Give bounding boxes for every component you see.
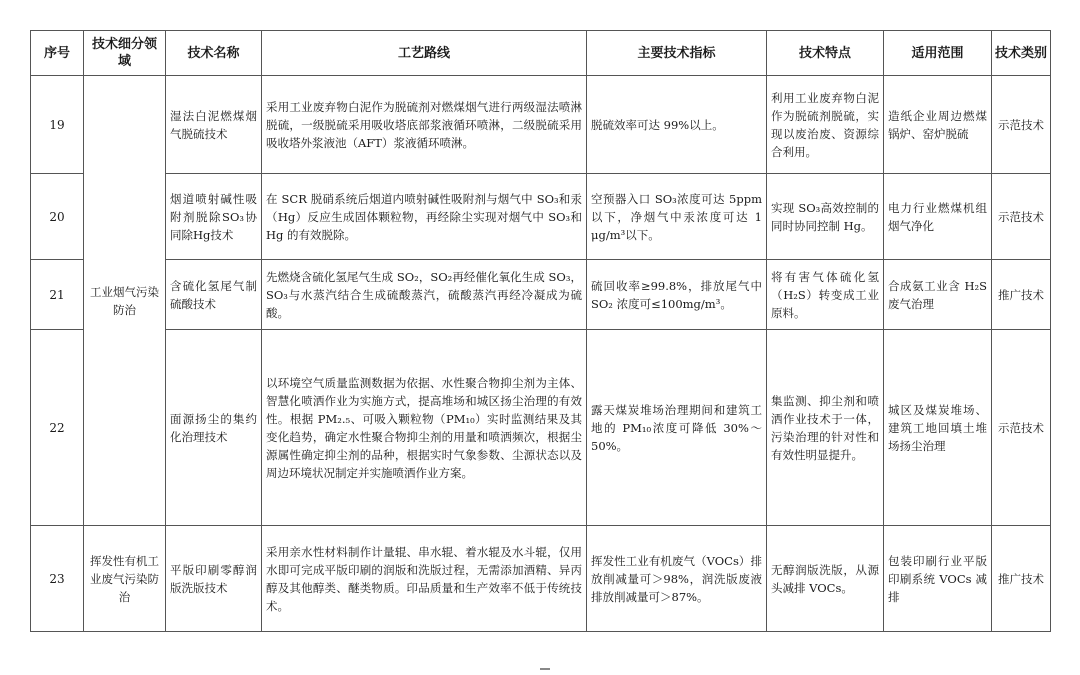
cell-scope: 造纸企业周边燃煤锅炉、窑炉脱硫 (884, 76, 992, 174)
header-field: 技术细分领域 (84, 31, 166, 76)
table-row (31, 76, 1051, 174)
cell-seq: 22 (31, 330, 84, 526)
cell-category: 示范技术 (992, 174, 1051, 260)
cell-feature: 利用工业废弃物白泥作为脱硫剂脱硫，实现以废治废、资源综合利用。 (767, 76, 884, 174)
cell-field-voc: 挥发性有机工业废气污染防治 (84, 526, 166, 632)
cell-field-industrial: 工业烟气污染防治 (84, 76, 166, 526)
table-row (31, 174, 1051, 260)
table-row (31, 260, 1051, 330)
table-row (31, 330, 1051, 526)
cell-feature: 实现 SO₃高效控制的同时协同控制 Hg。 (767, 174, 884, 260)
cell-seq: 23 (31, 526, 84, 632)
cell-category: 示范技术 (992, 330, 1051, 526)
cell-route: 以环境空气质量监测数据为依据、水性聚合物抑尘剂为主体、智慧化喷洒作业为实施方式，提高堆场和城区扬尘治理的有效性。根据 PM₂.₅、可吸入颗粒物（PM₁₀）实时监测结果及其变化趋势，确定水性聚合物抑尘剂的用量和喷洒频次，根据尘源属性确定抑尘剂的品种，根据实时气象参数、尘源状态以及周边环境状况制定并实施喷洒作业方案。 (262, 330, 587, 526)
technology-table-page (30, 30, 1050, 632)
cell-category: 示范技术 (992, 76, 1051, 174)
cell-scope: 城区及煤炭堆场、建筑工地回填土堆场扬尘治理 (884, 330, 992, 526)
cell-route: 先燃烧含硫化氢尾气生成 SO₂，SO₂再经催化氧化生成 SO₃，SO₃与水蒸汽结合生成硫酸蒸汽，硫酸蒸汽再经冷凝成为硫酸。 (262, 260, 587, 330)
cell-indicator: 露天煤炭堆场治理期间和建筑工地的 PM₁₀浓度可降低 30%～50%。 (587, 330, 767, 526)
cell-category: 推广技术 (992, 260, 1051, 330)
cell-seq: 21 (31, 260, 84, 330)
header-route: 工艺路线 (262, 31, 587, 76)
cell-name: 湿法白泥燃煤烟气脱硫技术 (166, 76, 262, 174)
header-feature: 技术特点 (767, 31, 884, 76)
cell-seq: 20 (31, 174, 84, 260)
header-name: 技术名称 (166, 31, 262, 76)
cell-indicator: 脱硫效率可达 99%以上。 (587, 76, 767, 174)
cell-route: 采用亲水性材料制作计量辊、串水辊、着水辊及水斗辊，仅用水即可完成平版印刷的润版和洗版过程，无需添加酒精、异丙醇及其他醇类、醚类物质。印品质量和生产效率不低于传统技术。 (262, 526, 587, 632)
cell-scope: 合成氨工业含 H₂S 废气治理 (884, 260, 992, 330)
table-row (31, 526, 1051, 632)
cell-route: 采用工业废弃物白泥作为脱硫剂对燃煤烟气进行两级湿法喷淋脱硫，一级脱硫采用吸收塔底部浆液循环喷淋，二级脱硫采用吸收塔外浆液池（AFT）浆液循环喷淋。 (262, 76, 587, 174)
cell-route: 在 SCR 脱硝系统后烟道内喷射碱性吸附剂与烟气中 SO₃和汞（Hg）反应生成固体颗粒物，再经除尘实现对烟气中 SO₃和 Hg 的有效脱除。 (262, 174, 587, 260)
cell-name: 烟道喷射碱性吸附剂脱除SO₃协同除Hg技术 (166, 174, 262, 260)
header-scope: 适用范围 (884, 31, 992, 76)
page-number-mark (540, 668, 550, 670)
cell-scope: 包装印刷行业平版印刷系统 VOCs 减排 (884, 526, 992, 632)
header-row (31, 31, 1051, 76)
header-indicator: 主要技术指标 (587, 31, 767, 76)
header-category: 技术类别 (992, 31, 1051, 76)
header-seq: 序号 (31, 31, 84, 76)
cell-indicator: 挥发性工业有机废气（VOCs）排放削减量可＞98%，润洗版废液排放削减量可＞87%。 (587, 526, 767, 632)
cell-indicator: 空预器入口 SO₃浓度可达 5ppm 以下，净烟气中汞浓度可达 1 μg/m³以下。 (587, 174, 767, 260)
cell-name: 平版印刷零醇润版洗版技术 (166, 526, 262, 632)
cell-indicator: 硫回收率≥99.8%，排放尾气中 SO₂ 浓度可≤100mg/m³。 (587, 260, 767, 330)
cell-feature: 将有害气体硫化氢（H₂S）转变成工业原料。 (767, 260, 884, 330)
cell-name: 面源扬尘的集约化治理技术 (166, 330, 262, 526)
cell-scope: 电力行业燃煤机组烟气净化 (884, 174, 992, 260)
technology-table (30, 30, 1051, 632)
cell-feature: 无醇润版洗版，从源头减排 VOCs。 (767, 526, 884, 632)
cell-seq: 19 (31, 76, 84, 174)
cell-name: 含硫化氢尾气制硫酸技术 (166, 260, 262, 330)
cell-feature: 集监测、抑尘剂和喷洒作业技术于一体，污染治理的针对性和有效性明显提升。 (767, 330, 884, 526)
cell-category: 推广技术 (992, 526, 1051, 632)
